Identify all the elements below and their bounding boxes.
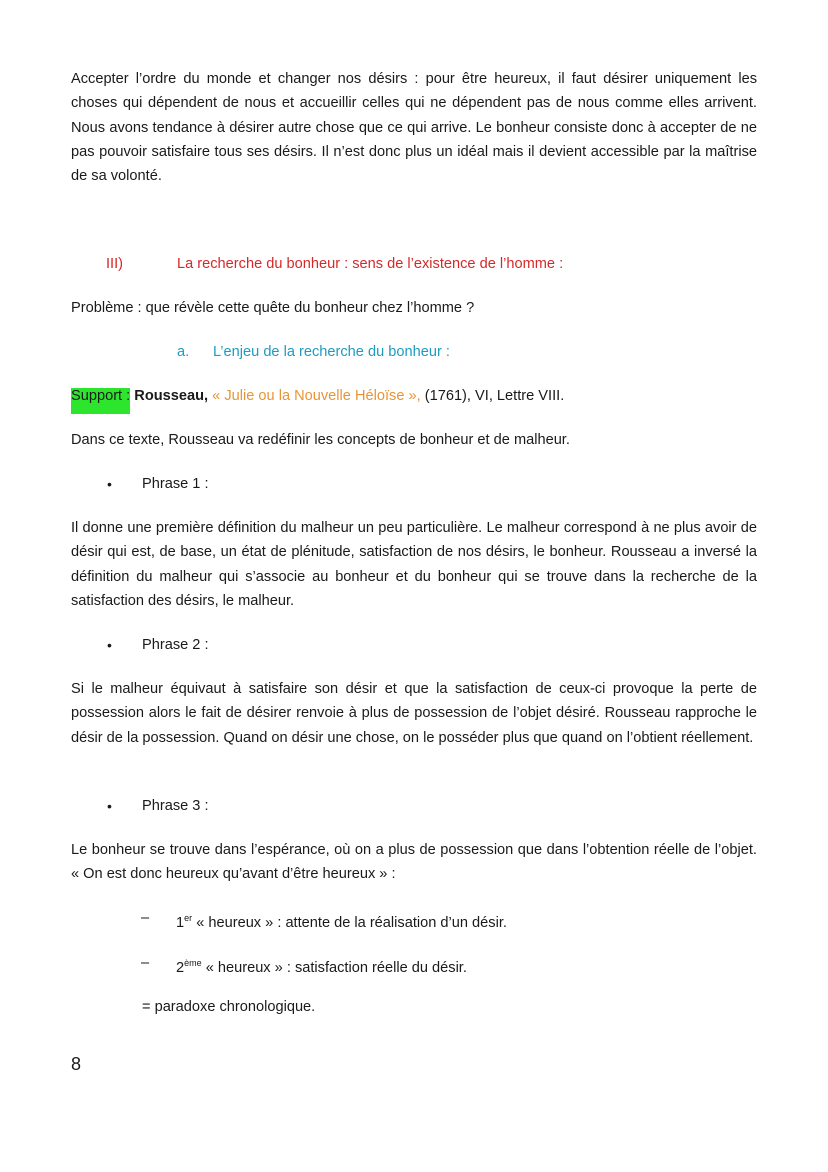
section-title: La recherche du bonheur : sens de l’existence de l’homme : <box>177 256 564 272</box>
phrase3-text: Le bonheur se trouve dans l’espérance, où on a plus de possession que dans l’obtention réelle de l’objet. « On est donc heureux qu’avant d’être heureux » : <box>71 842 757 883</box>
page-number: 8 <box>71 1054 82 1074</box>
phrase3-label: Phrase 3 : <box>142 798 209 814</box>
support-label-highlight: Support : <box>71 388 130 414</box>
phrase2-label: Phrase 2 : <box>142 637 209 653</box>
text-intro: Dans ce texte, Rousseau va redéfinir les concepts de bonheur et de malheur. <box>71 432 570 448</box>
subsection-letter: a. <box>177 344 190 360</box>
bullet-icon: • <box>107 476 112 492</box>
bullet-icon: • <box>107 637 112 653</box>
problem-statement: Problème : que révèle cette quête du bonheur chez l’homme ? <box>71 300 475 316</box>
dash-icon: – <box>141 955 150 971</box>
section-number: III) <box>106 256 124 272</box>
phrase1-label: Phrase 1 : <box>142 476 209 492</box>
support-reference: (1761), VI, Lettre VIII. <box>424 388 565 404</box>
support-line <box>71 386 564 406</box>
paragraph-intro: Accepter l’ordre du monde et changer nos désirs : pour être heureux, il faut désirer uniquement les choses qui dépendent de nous et accueillir celles qui ne dépendent pas de nous comme elles arrivent. Nous avons tendance à désirer autre chose que ce qui arrive. Le bonheur consiste donc à accepter de ne pas pouvoir satisfaire tous ses désirs. Il n’est donc plus un idéal mais il devient accessible par la maîtrise de sa volonté. <box>71 71 757 185</box>
support-work-title: « Julie ou la Nouvelle Héloïse », <box>212 388 421 404</box>
list-item: 1er « heureux » : attente de la réalisation d’un désir. <box>176 913 507 931</box>
dash-icon: – <box>141 910 150 926</box>
phrase1-text: Il donne une première définition du malheur un peu particulière. Le malheur correspond à ne plus avoir de désir qui est, de base, un état de plénitude, satisfaction de nos désirs, le bonheur. Rousseau a inversé la définition du malheur qui s’associe au bonheur et du bonheur qui se trouve dans la recherche de la satisfaction des désirs, le malheur. <box>71 520 757 609</box>
bullet-icon: • <box>107 798 112 814</box>
list-item: 2ème « heureux » : satisfaction réelle du désir. <box>176 958 467 976</box>
phrase2-text: Si le malheur équivaut à satisfaire son désir et que la satisfaction de ceux-ci provoque la perte de possession alors le fait de désirer renvoie à plus de possession de l’objet désiré. Rousseau rapproche le désir de la possession. Quand on désir une chose, on le posséder plus que quand on l’obtient réellement. <box>71 681 757 746</box>
subsection-title: L’enjeu de la recherche du bonheur : <box>213 344 450 360</box>
support-author: Rousseau, <box>134 388 209 404</box>
conclusion: = paradoxe chronologique. <box>142 999 316 1015</box>
